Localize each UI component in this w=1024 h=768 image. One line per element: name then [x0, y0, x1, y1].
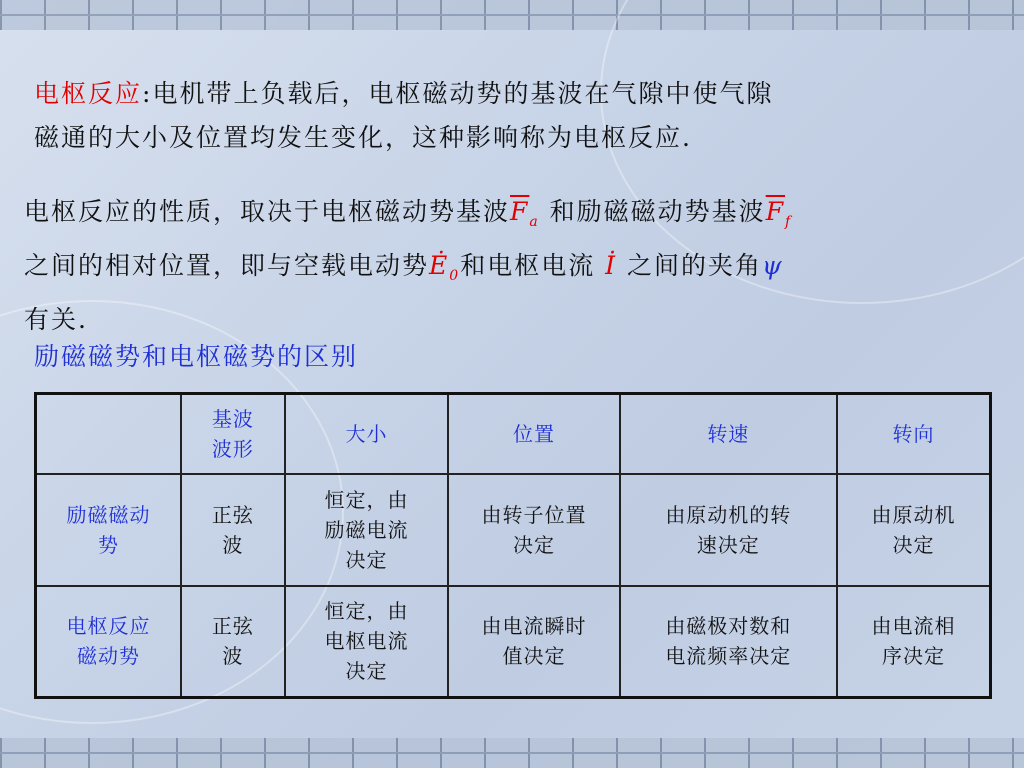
property-line-1 [24, 190, 1004, 244]
symbol-psi: ψ [761, 251, 784, 280]
table-cell: 由转子位置 决定 [448, 474, 619, 586]
row-label-excitation-mmf: 励磁磁动 势 [36, 474, 182, 586]
table-heading: 励磁磁势和电枢磁势的区别 [34, 342, 359, 371]
term-armature-reaction: 电枢反应 [34, 79, 143, 108]
table-cell: 正弦 波 [181, 474, 285, 586]
header-cell-position: 位置 [448, 394, 619, 474]
table-cell: 恒定，由 励磁电流 决定 [285, 474, 449, 586]
bottom-decor-band [0, 738, 1024, 768]
property-text-2c: 之间的夹角 [617, 251, 762, 280]
property-line-2 [24, 244, 1004, 298]
property-text-2b: 和电枢电流 [460, 251, 606, 280]
definition-line-2 [34, 116, 994, 160]
definition-text-cont: 磁通的大小及位置均发生变化，这种影响称为电枢反应. [34, 123, 692, 152]
symbol-I: İ [605, 251, 618, 280]
table-cell: 由电流相 序决定 [837, 586, 991, 698]
property-line-3 [24, 298, 1004, 342]
header-cell-magnitude: 大小 [285, 394, 449, 474]
symbol-E0: $Ė_0$ [429, 251, 461, 284]
property-paragraph [24, 190, 1004, 342]
table-header-row [36, 394, 991, 474]
comparison-table [34, 392, 992, 699]
definition-text: :电机带上负载后，电枢磁动势的基波在气隙中使气隙 [142, 79, 774, 108]
header-cell-empty [36, 394, 182, 474]
table-cell: 由原动机 决定 [837, 474, 991, 586]
table-row [36, 586, 991, 698]
table-cell: 正弦 波 [181, 586, 285, 698]
table-cell: 恒定，由 电枢电流 决定 [285, 586, 449, 698]
property-text-1a: 电枢反应的性质，取决于电枢磁动势基波 [24, 197, 511, 226]
header-cell-waveform: 基波 波形 [181, 394, 285, 474]
table-row [36, 474, 991, 586]
property-text-2a: 之间的相对位置，即与空载电动势 [24, 251, 430, 280]
property-text-3: 有关. [24, 305, 88, 334]
row-label-armature-mmf: 电枢反应 磁动势 [36, 586, 182, 698]
header-cell-direction: 转向 [837, 394, 991, 474]
table-cell: 由原动机的转 速决定 [620, 474, 837, 586]
definition-paragraph [34, 72, 994, 160]
header-cell-speed: 转速 [620, 394, 837, 474]
symbol-Fa: $\overline{F}_a$ [510, 197, 540, 230]
definition-line-1 [34, 72, 994, 116]
table-cell: 由电流瞬时 值决定 [448, 586, 619, 698]
property-text-1b: 和励磁磁动势基波 [539, 197, 766, 226]
table-cell: 由磁极对数和 电流频率决定 [620, 586, 837, 698]
symbol-Ff: $\overline{F}_f$ [765, 197, 793, 230]
